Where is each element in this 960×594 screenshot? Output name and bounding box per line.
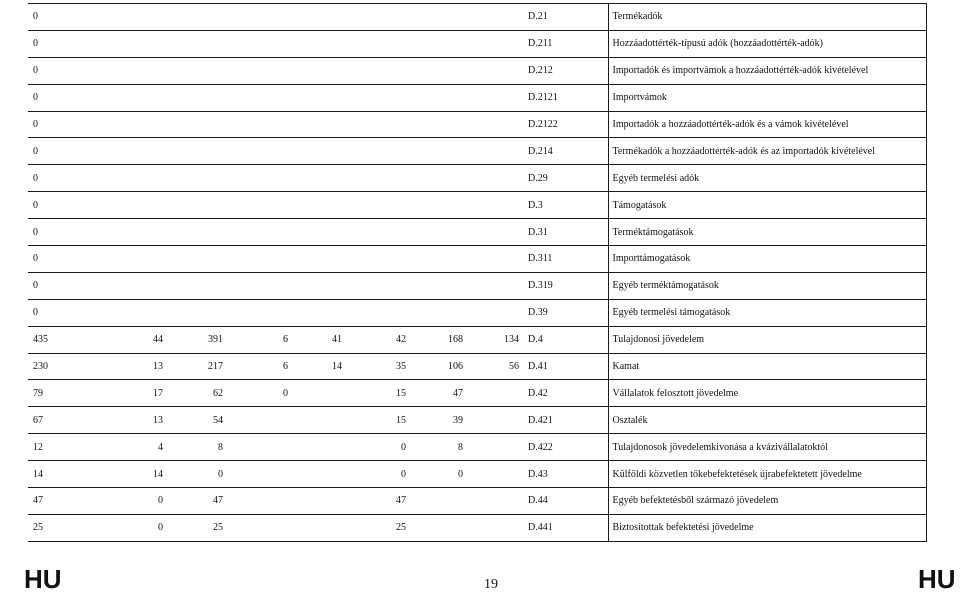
table-row [28, 353, 926, 380]
value-cell [228, 299, 293, 326]
value-cell-first: 0 [28, 111, 96, 138]
value-cell [411, 4, 468, 31]
value-cell [468, 461, 524, 488]
value-cell [293, 272, 347, 299]
value-cell [168, 30, 228, 57]
code-cell: D.212 [524, 57, 608, 84]
value-cell-first: 0 [28, 219, 96, 246]
value-cell [96, 165, 168, 192]
description-cell: Importvámok [608, 84, 926, 111]
value-cell [96, 4, 168, 31]
value-cell [468, 272, 524, 299]
value-cell: 0 [228, 380, 293, 407]
value-cell [293, 138, 347, 165]
value-cell: 47 [347, 488, 411, 515]
table-row [28, 4, 926, 31]
value-cell: 6 [228, 326, 293, 353]
description-cell: Külföldi közvetlen tőkebefektetések újrabefektetett jövedelme [608, 461, 926, 488]
value-cell: 6 [228, 353, 293, 380]
table-row [28, 380, 926, 407]
value-cell [468, 192, 524, 219]
value-cell [347, 30, 411, 57]
value-cell: 0 [411, 461, 468, 488]
value-cell [468, 488, 524, 515]
value-cell-first: 79 [28, 380, 96, 407]
value-cell: 0 [96, 488, 168, 515]
value-cell [96, 219, 168, 246]
value-cell [293, 4, 347, 31]
code-cell: D.4 [524, 326, 608, 353]
value-cell-first: 0 [28, 30, 96, 57]
value-cell: 168 [411, 326, 468, 353]
value-cell: 47 [168, 488, 228, 515]
description-cell: Tulajdonosi jövedelem [608, 326, 926, 353]
description-cell: Hozzáadottérték-típusú adók (hozzáadottérték-adók) [608, 30, 926, 57]
value-cell: 13 [96, 353, 168, 380]
value-cell [411, 138, 468, 165]
value-cell-first: 0 [28, 165, 96, 192]
table-row [28, 57, 926, 84]
value-cell [468, 514, 524, 541]
value-cell [293, 192, 347, 219]
value-cell [228, 488, 293, 515]
value-cell [347, 57, 411, 84]
value-cell [468, 434, 524, 461]
value-cell [228, 434, 293, 461]
description-cell: Tulajdonosok jövedelemkivonása a kvázivállalatoktól [608, 434, 926, 461]
value-cell-first: 230 [28, 353, 96, 380]
value-cell: 217 [168, 353, 228, 380]
value-cell [411, 111, 468, 138]
value-cell [411, 30, 468, 57]
value-cell [411, 272, 468, 299]
value-cell: 56 [468, 353, 524, 380]
value-cell [293, 380, 347, 407]
table-row [28, 326, 926, 353]
value-cell [468, 407, 524, 434]
value-cell [293, 219, 347, 246]
description-cell: Osztalék [608, 407, 926, 434]
page-number: 19 [484, 577, 498, 592]
value-cell [411, 219, 468, 246]
value-cell [293, 57, 347, 84]
value-cell [293, 30, 347, 57]
code-cell: D.319 [524, 272, 608, 299]
value-cell [228, 84, 293, 111]
value-cell-first: 0 [28, 246, 96, 273]
value-cell-first: 67 [28, 407, 96, 434]
country-code-right: HU [918, 564, 956, 594]
description-cell: Biztosítottak befektetési jövedelme [608, 514, 926, 541]
value-cell [293, 407, 347, 434]
code-cell: D.21 [524, 4, 608, 31]
country-code-left: HU [24, 564, 62, 594]
value-cell [293, 84, 347, 111]
description-cell: Támogatások [608, 192, 926, 219]
table-row [28, 461, 926, 488]
value-cell-first: 0 [28, 57, 96, 84]
code-cell: D.2121 [524, 84, 608, 111]
value-cell [468, 111, 524, 138]
value-cell [293, 165, 347, 192]
value-cell [96, 138, 168, 165]
value-cell [228, 246, 293, 273]
value-cell-first: 0 [28, 272, 96, 299]
value-cell [347, 111, 411, 138]
value-cell: 8 [168, 434, 228, 461]
value-cell [468, 30, 524, 57]
value-cell [228, 407, 293, 434]
value-cell [228, 111, 293, 138]
value-cell [168, 272, 228, 299]
value-cell: 44 [96, 326, 168, 353]
value-cell: 47 [411, 380, 468, 407]
value-cell [347, 165, 411, 192]
value-cell [228, 30, 293, 57]
value-cell [468, 299, 524, 326]
value-cell [96, 192, 168, 219]
value-cell [96, 246, 168, 273]
value-cell: 14 [96, 461, 168, 488]
value-cell: 0 [347, 461, 411, 488]
value-cell: 0 [347, 434, 411, 461]
value-cell [96, 272, 168, 299]
value-cell [228, 138, 293, 165]
value-cell [411, 246, 468, 273]
value-cell [468, 57, 524, 84]
value-cell-first: 0 [28, 192, 96, 219]
code-cell: D.39 [524, 299, 608, 326]
value-cell [168, 111, 228, 138]
value-cell: 0 [96, 514, 168, 541]
table-row [28, 488, 926, 515]
value-cell-first: 0 [28, 299, 96, 326]
value-cell [468, 138, 524, 165]
value-cell [468, 4, 524, 31]
value-cell [228, 165, 293, 192]
table-row [28, 272, 926, 299]
code-cell: D.211 [524, 30, 608, 57]
value-cell [96, 111, 168, 138]
value-cell [468, 380, 524, 407]
value-cell [293, 434, 347, 461]
code-cell: D.214 [524, 138, 608, 165]
value-cell: 54 [168, 407, 228, 434]
value-cell: 391 [168, 326, 228, 353]
value-cell: 13 [96, 407, 168, 434]
value-cell [168, 246, 228, 273]
code-cell: D.3 [524, 192, 608, 219]
value-cell [96, 299, 168, 326]
value-cell-first: 12 [28, 434, 96, 461]
value-cell [228, 4, 293, 31]
value-cell [96, 57, 168, 84]
code-cell: D.43 [524, 461, 608, 488]
description-cell: Importadók és importvámok a hozzáadottérték-adók kivételével [608, 57, 926, 84]
value-cell [228, 272, 293, 299]
table-row [28, 84, 926, 111]
description-cell: Importadók a hozzáadottérték-adók és a vámok kivételével [608, 111, 926, 138]
table-row [28, 514, 926, 541]
description-cell: Egyéb befektetésből származó jövedelem [608, 488, 926, 515]
value-cell [168, 57, 228, 84]
value-cell: 25 [168, 514, 228, 541]
description-cell: Egyéb terméktámogatások [608, 272, 926, 299]
description-cell: Egyéb termelési támogatások [608, 299, 926, 326]
value-cell: 134 [468, 326, 524, 353]
data-table [28, 3, 927, 542]
description-cell: Kamat [608, 353, 926, 380]
value-cell: 41 [293, 326, 347, 353]
code-cell: D.29 [524, 165, 608, 192]
value-cell [347, 138, 411, 165]
value-cell [293, 111, 347, 138]
value-cell [411, 514, 468, 541]
value-cell: 25 [347, 514, 411, 541]
value-cell [347, 219, 411, 246]
description-cell: Vállalatok felosztott jövedelme [608, 380, 926, 407]
value-cell-first: 47 [28, 488, 96, 515]
value-cell [293, 514, 347, 541]
value-cell [228, 192, 293, 219]
value-cell: 106 [411, 353, 468, 380]
value-cell [468, 219, 524, 246]
value-cell [168, 165, 228, 192]
value-cell [347, 84, 411, 111]
table-row [28, 165, 926, 192]
value-cell [411, 488, 468, 515]
value-cell [293, 461, 347, 488]
value-cell [411, 165, 468, 192]
value-cell-first: 435 [28, 326, 96, 353]
value-cell-first: 14 [28, 461, 96, 488]
value-cell [293, 488, 347, 515]
value-cell [228, 461, 293, 488]
value-cell [347, 272, 411, 299]
value-cell [96, 84, 168, 111]
description-cell: Terméktámogatások [608, 219, 926, 246]
value-cell [228, 57, 293, 84]
value-cell: 62 [168, 380, 228, 407]
table-row [28, 138, 926, 165]
code-cell: D.422 [524, 434, 608, 461]
value-cell [168, 219, 228, 246]
code-cell: D.421 [524, 407, 608, 434]
value-cell [168, 192, 228, 219]
value-cell-first: 0 [28, 4, 96, 31]
table-row [28, 111, 926, 138]
value-cell [347, 246, 411, 273]
value-cell: 15 [347, 407, 411, 434]
value-cell: 14 [293, 353, 347, 380]
value-cell: 4 [96, 434, 168, 461]
value-cell [293, 299, 347, 326]
description-cell: Termékadók a hozzáadottérték-adók és az importadók kivételével [608, 138, 926, 165]
value-cell: 8 [411, 434, 468, 461]
value-cell: 15 [347, 380, 411, 407]
value-cell [347, 299, 411, 326]
value-cell [96, 30, 168, 57]
value-cell-first: 25 [28, 514, 96, 541]
table-row [28, 219, 926, 246]
table-row [28, 246, 926, 273]
value-cell: 35 [347, 353, 411, 380]
description-cell: Egyéb termelési adók [608, 165, 926, 192]
value-cell [411, 299, 468, 326]
description-cell: Termékadók [608, 4, 926, 31]
value-cell [228, 514, 293, 541]
value-cell [228, 219, 293, 246]
table-row [28, 30, 926, 57]
table-row [28, 192, 926, 219]
value-cell-first: 0 [28, 84, 96, 111]
value-cell: 0 [168, 461, 228, 488]
code-cell: D.41 [524, 353, 608, 380]
value-cell [168, 138, 228, 165]
code-cell: D.2122 [524, 111, 608, 138]
code-cell: D.44 [524, 488, 608, 515]
value-cell [468, 84, 524, 111]
table-row [28, 299, 926, 326]
value-cell: 17 [96, 380, 168, 407]
value-cell [168, 84, 228, 111]
value-cell: 42 [347, 326, 411, 353]
code-cell: D.441 [524, 514, 608, 541]
code-cell: D.42 [524, 380, 608, 407]
value-cell [411, 84, 468, 111]
value-cell: 39 [411, 407, 468, 434]
value-cell [293, 246, 347, 273]
code-cell: D.311 [524, 246, 608, 273]
value-cell [347, 192, 411, 219]
table-row [28, 434, 926, 461]
value-cell [168, 299, 228, 326]
value-cell [411, 192, 468, 219]
description-cell: Importtámogatások [608, 246, 926, 273]
value-cell [168, 4, 228, 31]
value-cell [411, 57, 468, 84]
code-cell: D.31 [524, 219, 608, 246]
value-cell-first: 0 [28, 138, 96, 165]
table-row [28, 407, 926, 434]
value-cell [347, 4, 411, 31]
value-cell [468, 246, 524, 273]
value-cell [468, 165, 524, 192]
